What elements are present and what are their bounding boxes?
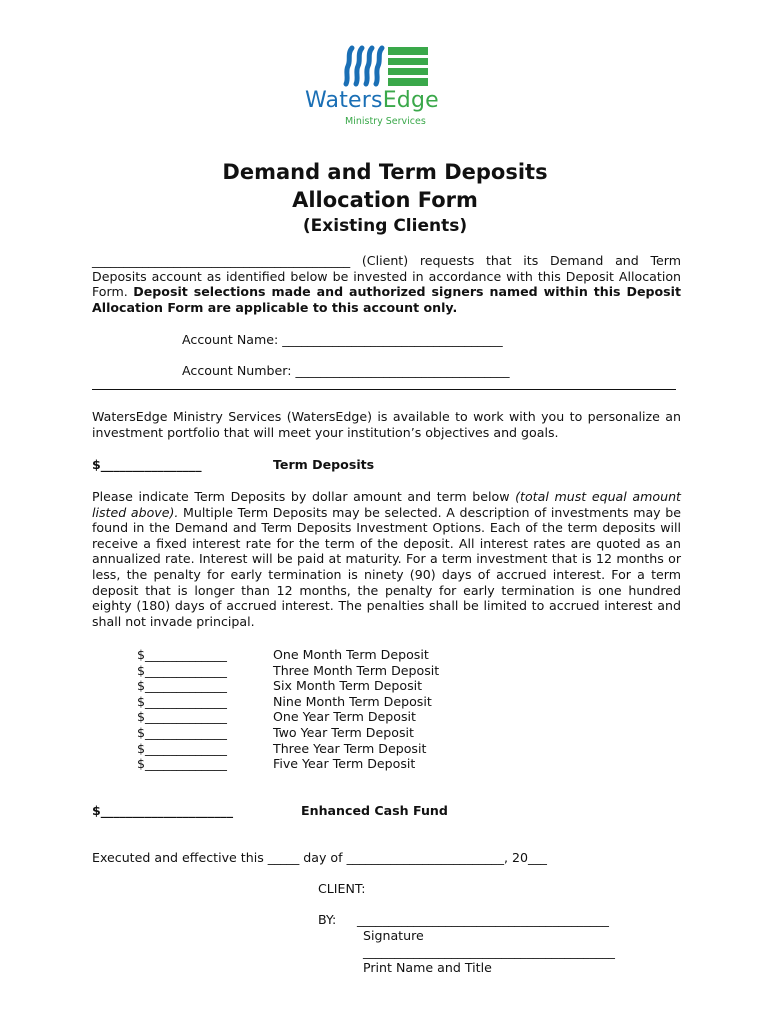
term-option-label: Five Year Term Deposit [273,756,416,772]
term-amount-field[interactable]: $_____________ [137,662,227,678]
signature-caption: Signature [363,928,424,943]
term-option-label: Six Month Term Deposit [273,678,423,694]
term-amount-field[interactable]: $_____________ [137,693,227,709]
watersedge-logo [305,44,470,130]
term-amount-field[interactable]: $_____________ [137,709,227,725]
intro-text: (Client) requests that its Demand and Term Deposits account as identified below be invested in accordance with this Deposit Allocation Form. [92,253,681,300]
print-name-line[interactable]: ________________________________________ [363,944,615,959]
page-subtitle: (Existing Clients) [302,216,468,236]
logo-wordmark [305,88,470,114]
description-text-1: Please indicate Term Deposits by dollar amount and term below [92,489,516,504]
intro-paragraph [92,253,681,315]
about-paragraph: WatersEdge Ministry Services (WatersEdge) is available to work with you to personalize an investment portfolio that will meet your institution’s objectives and goals. [92,409,681,440]
client-name-field[interactable]: _________________________________________ [92,253,351,268]
term-deposits-label: Term Deposits [273,457,375,472]
term-amount-field[interactable]: $_____________ [137,725,227,740]
logo-subtitle: Ministry Services [345,116,426,127]
term-amount-field[interactable]: $_____________ [137,740,227,756]
term-amount-field[interactable]: $_____________ [137,647,227,662]
term-deposits-amount-field[interactable]: $________________ [92,457,202,472]
term-option-label: Three Month Term Deposit [273,662,440,678]
account-name-field[interactable]: Account Name: ___________________________________ [182,332,503,347]
cash-fund-amount-field[interactable]: $_____________________ [92,803,233,818]
term-option-label: One Year Term Deposit [273,709,416,725]
signature-line[interactable]: ________________________________________ [357,912,609,927]
term-option-label: Three Year Term Deposit [273,740,427,756]
logo-word-waters: Waters [305,88,383,113]
by-label: BY: [318,912,337,927]
print-name-caption: Print Name and Title [363,960,492,975]
cash-fund-label: Enhanced Cash Fund [301,803,448,818]
description-italic-note: (total must equal amount listed above). [92,489,681,520]
term-deposits-description [92,489,681,629]
client-label: CLIENT: [318,881,366,896]
waves-mark-icon [305,44,470,88]
description-text-2: Multiple Term Deposits may be selected. A description of investments may be found in the Demand and Term Deposits Investment Options. Each of the term deposits will receive a fixed interest rate for the term of the deposit. All interest rates are quoted as an annualized rate. Interest will be paid at maturity. For a term investment that is 12 months or less, the penalty for early termination is ninety (90) days of accrued interest. For a term deposit that is longer than 12 months, the penalty for early termination is one hundred eighty (180) days of accrued interest. The penalties shall be limited to accrued interest and shall not invade principal. [92,504,681,629]
page-title-line1: Demand and Term Deposits [222,160,548,184]
term-amount-field[interactable]: $_____________ [137,756,227,772]
execution-date-line[interactable]: Executed and effective this _____ day of _________________________, 20___ [92,850,547,865]
term-option-label: One Month Term Deposit [273,647,429,662]
section-divider [92,389,676,390]
account-number-field[interactable]: Account Number: __________________________________ [182,363,510,378]
term-amount-field[interactable]: $_____________ [137,678,227,694]
intro-bold-text: Deposit selections made and authorized signers named within this Deposit Allocation Form are applicable to this account only. [92,284,681,315]
term-option-label: Two Year Term Deposit [273,725,414,740]
logo-word-edge: Edge [382,88,439,113]
page-title-line2: Allocation Form [292,188,478,212]
term-option-label: Nine Month Term Deposit [273,693,432,709]
